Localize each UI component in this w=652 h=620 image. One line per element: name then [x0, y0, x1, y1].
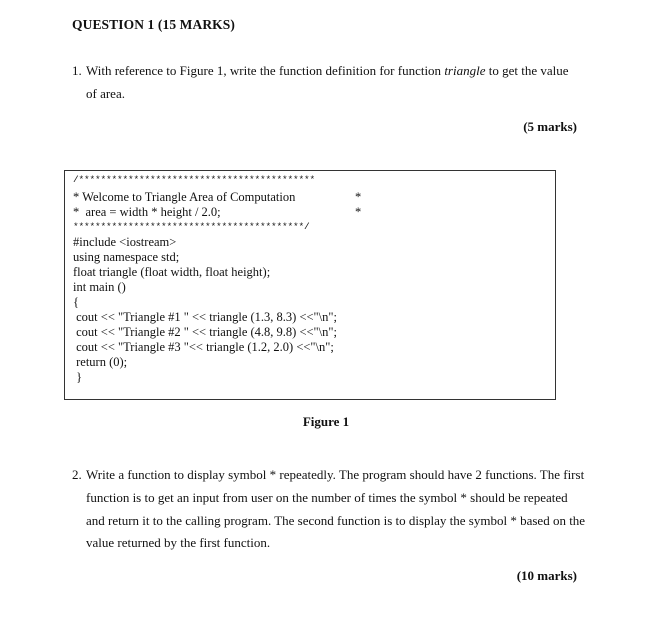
code-banner-text-2: * area = width * height / 2.0; — [73, 205, 221, 219]
code-banner-edge-star-1: * — [355, 190, 362, 204]
code-line: cout << "Triangle #2 " << triangle (4.8, 9.8) <<"\n"; — [73, 325, 337, 339]
question-heading: QUESTION 1 (15 MARKS) — [72, 17, 235, 32]
q1-marks: (5 marks) — [523, 119, 577, 134]
code-figure-box — [64, 170, 556, 400]
q1-text-post: to get the value — [485, 63, 569, 78]
code-line: int main () — [73, 280, 126, 294]
q1-function-name: triangle — [444, 63, 486, 78]
code-banner-line-2 — [73, 205, 362, 219]
code-line: { — [73, 295, 79, 309]
q2-number: 2. — [72, 467, 82, 482]
code-line: return (0); — [73, 355, 128, 369]
code-line: float triangle (float width, float height); — [73, 265, 271, 279]
code-comment-top: /******************************************* — [73, 174, 316, 185]
q2-text-line: and return it to the calling program. The second function is to display the symbol * based on the — [86, 513, 586, 528]
figure-caption: Figure 1 — [302, 414, 350, 429]
code-banner-line-1 — [73, 190, 362, 204]
q1-text-line-2: of area. — [86, 86, 125, 101]
q1-text-pre: With reference to Figure 1, write the function definition for function — [86, 63, 445, 78]
q1-number: 1. — [72, 63, 82, 78]
code-line: #include <iostream> — [73, 235, 177, 249]
q2-text-line: value returned by the first function. — [86, 535, 271, 550]
code-line: using namespace std; — [73, 250, 180, 264]
q1-text-line-1 — [86, 63, 569, 79]
code-comment-bottom: ******************************************/ — [73, 221, 310, 232]
code-line: } — [73, 370, 83, 384]
q2-marks: (10 marks) — [516, 568, 577, 583]
q2-text-line: function is to get an input from user on the number of times the symbol * should be repeated — [86, 490, 568, 505]
code-banner-edge-star-2: * — [355, 205, 362, 219]
code-line: cout << "Triangle #1 " << triangle (1.3, 8.3) <<"\n"; — [73, 310, 337, 324]
code-banner-text-1: * Welcome to Triangle Area of Computation — [73, 190, 296, 204]
code-line: cout << "Triangle #3 "<< triangle (1.2, 2.0) <<"\n"; — [73, 340, 334, 354]
q2-text-line: Write a function to display symbol * repeatedly. The program should have 2 functions. The first — [86, 467, 585, 482]
